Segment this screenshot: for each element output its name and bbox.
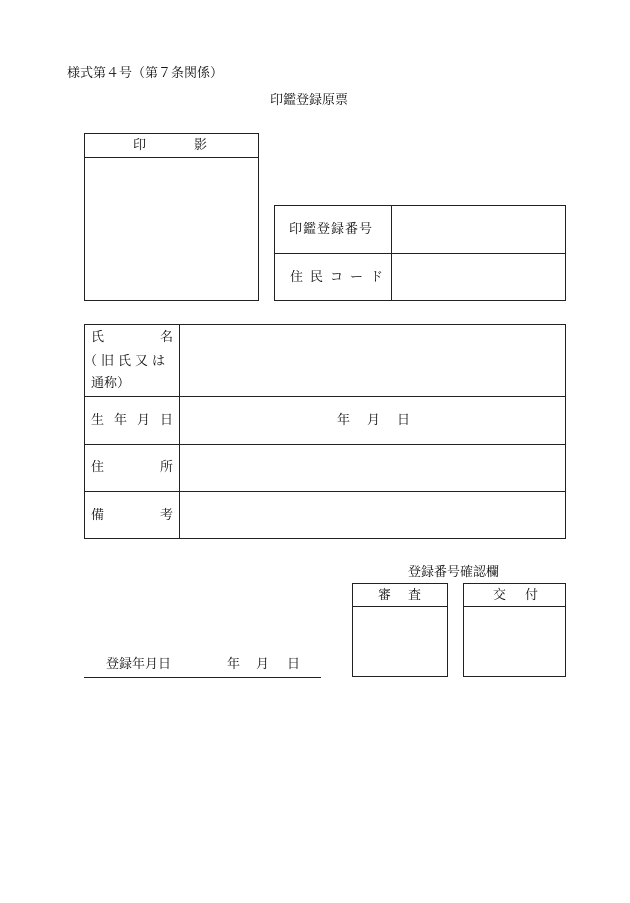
seal-label-left: 印 bbox=[133, 138, 147, 153]
personal-table-row-divider-2 bbox=[84, 444, 566, 445]
address-label-second: 所 bbox=[160, 460, 174, 475]
personal-table-label-divider bbox=[179, 324, 180, 539]
seal-label-right: 影 bbox=[194, 138, 208, 153]
name-note-line-1: （旧氏又は bbox=[84, 354, 170, 369]
name-label-first: 氏 bbox=[91, 330, 105, 345]
registration-table-divider-horizontal bbox=[274, 253, 566, 254]
registration-month-unit: 月 bbox=[256, 657, 270, 672]
review-label-first: 審 bbox=[378, 588, 392, 603]
personal-table-row-divider-1 bbox=[84, 396, 566, 397]
registration-date-label: 登録年月日 bbox=[106, 657, 172, 672]
name-note-line-2: 通称） bbox=[91, 376, 131, 391]
review-box bbox=[352, 583, 448, 677]
remarks-label-first: 備 bbox=[91, 508, 105, 523]
form-number: 様式第４号（第７条関係） bbox=[67, 66, 224, 81]
personal-table-row-divider-3 bbox=[84, 491, 566, 492]
address-label-first: 住 bbox=[91, 460, 105, 475]
remarks-label-second: 考 bbox=[160, 508, 174, 523]
seal-registration-number-label: 印鑑登録番号 bbox=[289, 222, 374, 237]
birth-date-label: 生年月日 bbox=[91, 413, 184, 428]
confirmation-title: 登録番号確認欄 bbox=[408, 565, 500, 580]
issue-label-second: 付 bbox=[525, 588, 539, 603]
registration-day-unit: 日 bbox=[287, 657, 301, 672]
seal-impression-box bbox=[84, 133, 259, 301]
issue-header-divider bbox=[463, 606, 566, 607]
birth-month-unit: 月 bbox=[367, 413, 381, 428]
issue-label-first: 交 bbox=[493, 588, 507, 603]
registration-date-underline bbox=[84, 677, 321, 678]
name-label-second: 名 bbox=[160, 330, 174, 345]
seal-header-divider bbox=[84, 157, 259, 158]
review-header-divider bbox=[352, 606, 448, 607]
registration-year-unit: 年 bbox=[227, 657, 241, 672]
page-title: 印鑑登録原票 bbox=[270, 93, 349, 108]
birth-day-unit: 日 bbox=[397, 413, 411, 428]
issue-box bbox=[463, 583, 566, 677]
birth-year-unit: 年 bbox=[337, 413, 351, 428]
resident-code-label: 住民コード bbox=[290, 270, 391, 285]
review-label-second: 査 bbox=[408, 588, 422, 603]
